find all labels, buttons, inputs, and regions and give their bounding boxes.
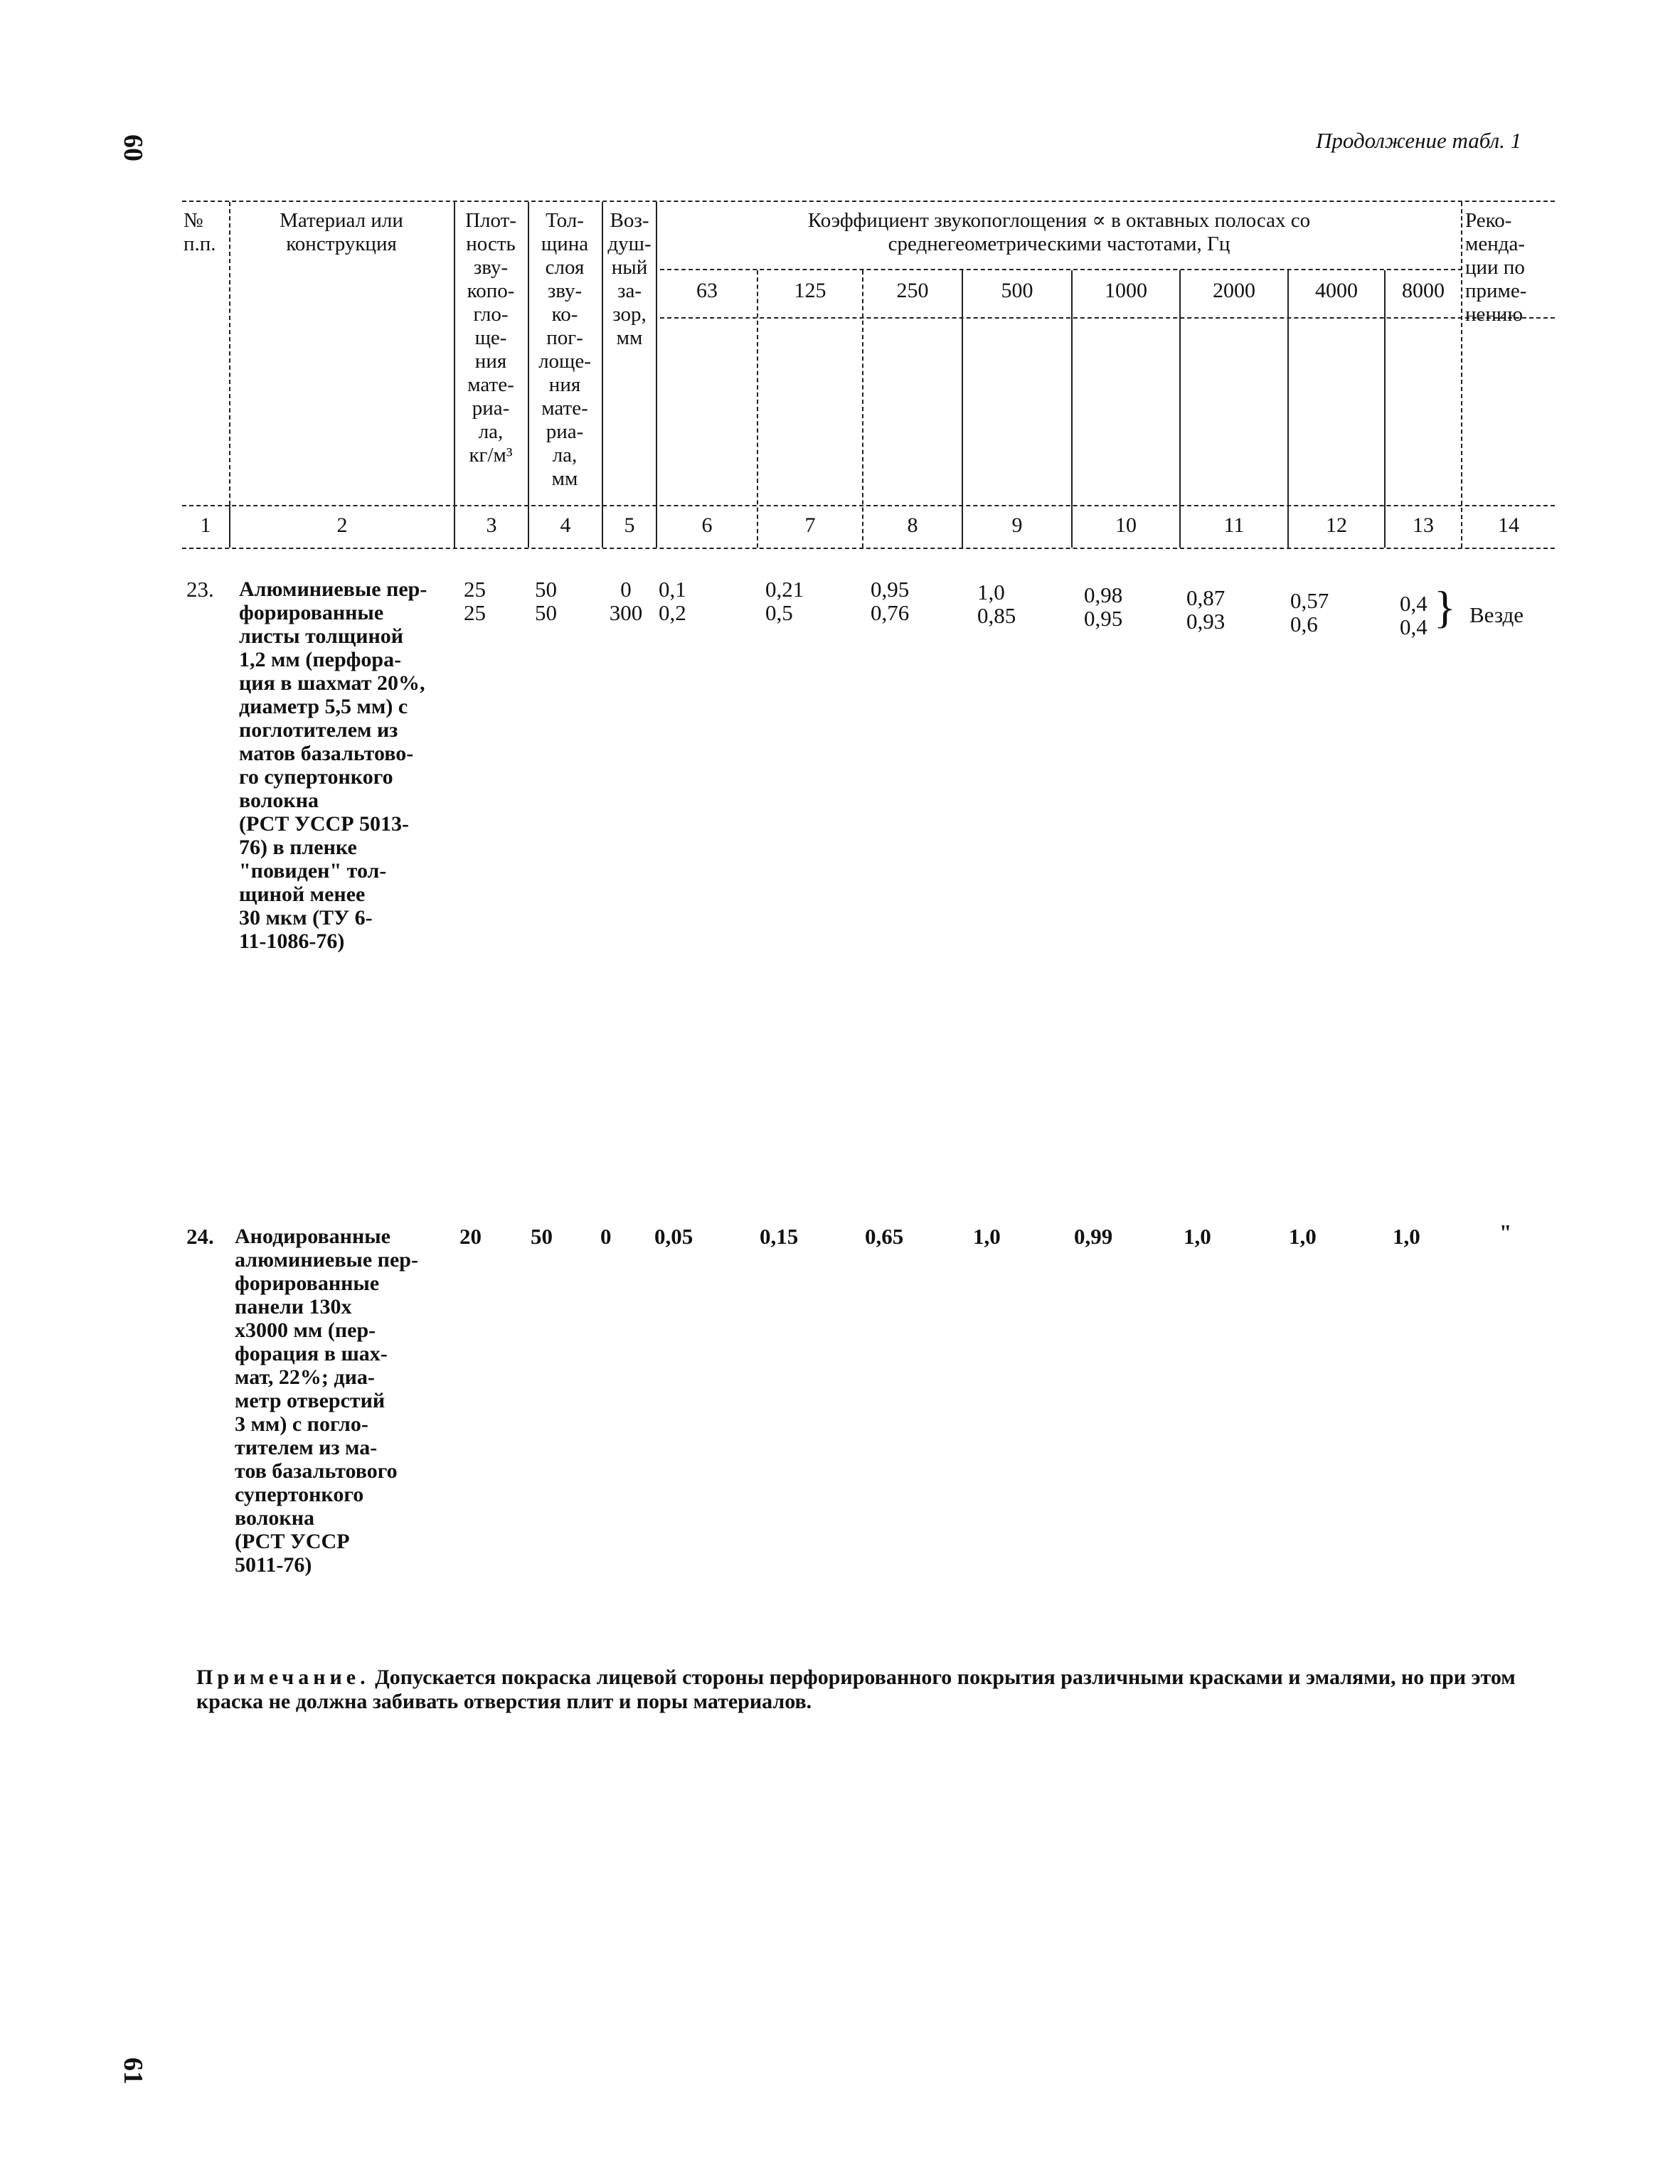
header-absorption-coefficient: Коэффициент звукопоглощения ∝ в октавных полосах со среднегеометрическими частотами, Гц (807, 209, 1311, 255)
column-number: 14 (1498, 513, 1519, 537)
column-number: 13 (1413, 513, 1434, 537)
freq-250: 250 (896, 279, 929, 302)
row-number: 23. (186, 577, 214, 602)
coef-2000: 1,0 (1184, 1224, 1211, 1249)
coef-63: 0,05 (654, 1224, 693, 1249)
bottom-page-number: 61 (118, 2057, 148, 2084)
header-density: Плот- ность зву- копо- гло- ще- ния мате- риа- ла, кг/м³ (465, 209, 516, 467)
thickness-value: 50 50 (535, 577, 557, 625)
coef-250: 0,65 (865, 1224, 904, 1249)
footnote-text: Допускается покраска лицевой стороны перфорированного покрытия различными красками и эмалями, но при этом краска не должна забивать отверстия плит и поры материалов. (196, 1666, 1516, 1713)
column-number: 4 (560, 513, 571, 537)
recommendation-value: Везде (1469, 602, 1524, 627)
recommendation-value: " (1499, 1220, 1512, 1245)
freq-2000: 2000 (1213, 279, 1255, 302)
density-value: 25 25 (464, 577, 486, 625)
freq-8000: 8000 (1402, 279, 1445, 302)
header-number: № п.п. (184, 209, 216, 255)
coef-4000: 1,0 (1289, 1224, 1317, 1249)
coef-125: 0,15 (760, 1224, 799, 1249)
thickness-value: 50 (531, 1224, 553, 1249)
column-number: 8 (907, 513, 918, 537)
column-number: 12 (1326, 513, 1347, 537)
density-value: 20 (459, 1224, 482, 1249)
coef-125: 0,21 0,5 (765, 577, 804, 625)
column-number: 9 (1011, 513, 1023, 537)
freq-1000: 1000 (1105, 279, 1147, 302)
gap-value: 0 (600, 1224, 612, 1249)
freq-500: 500 (1001, 279, 1033, 302)
column-number: 2 (336, 513, 348, 537)
row-number: 24. (186, 1224, 214, 1249)
footnote (196, 1666, 1548, 1714)
column-number: 1 (200, 513, 211, 537)
top-page-number: 60 (118, 134, 148, 161)
footnote-label: Примечание. (196, 1666, 370, 1689)
continuation-label: Продолжение табл. 1 (1316, 128, 1522, 153)
coef-8000: 0,4 0,4 (1400, 591, 1428, 639)
coef-500: 1,0 0,85 (977, 580, 1016, 628)
header-thickness: Тол- щина слоя зву- ко- пог- лоще- ния мате- риа- ла, мм (538, 209, 591, 490)
column-number: 5 (624, 513, 635, 537)
material-description: Анодированные алюминиевые пер- форированные панели 130х х3000 мм (пер- форация в шах- мат, 22%; диа- метр отверстий 3 мм) с погло- тителем из ма- тов базальтового супертонкого волокна (РСТ УССР 5011-76) (235, 1225, 418, 1577)
freq-125: 125 (794, 279, 826, 302)
coef-250: 0,95 0,76 (871, 577, 910, 625)
column-number: 11 (1223, 513, 1245, 537)
header-gap: Воз- душ- ный за- зор, мм (607, 209, 652, 349)
column-number: 10 (1115, 513, 1137, 537)
column-number: 7 (804, 513, 816, 537)
coef-1000: 0,98 0,95 (1084, 582, 1123, 631)
freq-4000: 4000 (1315, 279, 1358, 302)
brace-icon: } (1434, 582, 1456, 632)
freq-63: 63 (696, 279, 718, 302)
header-recommendation: Реко- менда- ции по приме- нению (1465, 209, 1527, 326)
coef-8000: 1,0 (1393, 1224, 1420, 1249)
coef-500: 1,0 (973, 1224, 1001, 1249)
coef-63: 0,1 0,2 (659, 577, 686, 625)
column-number: 3 (486, 513, 497, 537)
header-material: Материал или конструкция (280, 209, 403, 255)
coef-1000: 0,99 (1074, 1224, 1113, 1249)
column-number: 6 (701, 513, 713, 537)
material-description: Алюминиевые пер- форированные листы толщиной 1,2 мм (перфора- ция в шахмат 20%, диаметр 5,5 мм) с поглотителем из матов базальтово- го супертонкого волокна (РСТ УССР 5013- 76) в пленке "повиден" тол- щиной менее 30 мкм (ТУ 6- 11-1086-76) (239, 577, 427, 953)
coef-2000: 0,87 0,93 (1186, 585, 1226, 634)
coef-4000: 0,57 0,6 (1290, 588, 1329, 636)
gap-value: 0 300 (609, 577, 643, 625)
